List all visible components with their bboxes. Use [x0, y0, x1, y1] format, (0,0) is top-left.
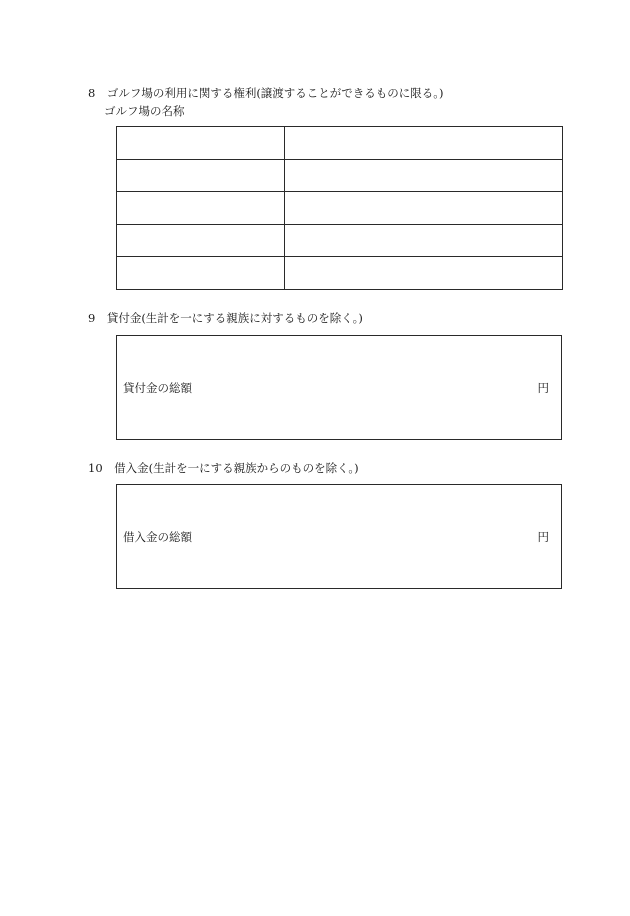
loans-receivable-total-label: 貸付金の総額 — [123, 381, 192, 395]
golf-value-cell[interactable] — [285, 127, 563, 160]
table-row — [117, 224, 563, 257]
table-row — [117, 257, 563, 290]
golf-course-name-label: ゴルフ場の名称 — [104, 104, 185, 118]
table-row — [117, 192, 563, 225]
golf-value-cell[interactable] — [285, 224, 563, 257]
section-9-heading: 9 貸付金(生計を一にする親族に対するものを除く。) — [88, 311, 363, 325]
table-row — [117, 159, 563, 192]
table-row — [117, 127, 563, 160]
golf-name-cell[interactable] — [117, 257, 285, 290]
golf-name-cell[interactable] — [117, 224, 285, 257]
section-8-heading: 8 ゴルフ場の利用に関する権利(譲渡することができるものに限る。) — [88, 86, 444, 100]
golf-name-cell[interactable] — [117, 127, 285, 160]
borrowings-total-label: 借入金の総額 — [123, 530, 192, 544]
yen-unit: 円 — [537, 381, 549, 395]
golf-value-cell[interactable] — [285, 159, 563, 192]
borrowings-box — [116, 484, 562, 589]
golf-name-cell[interactable] — [117, 192, 285, 225]
loans-receivable-box — [116, 335, 562, 440]
golf-value-cell[interactable] — [285, 257, 563, 290]
yen-unit: 円 — [537, 530, 549, 544]
golf-value-cell[interactable] — [285, 192, 563, 225]
golf-rights-table — [116, 126, 563, 290]
section-10-heading: 10 借入金(生計を一にする親族からのものを除く。) — [88, 461, 359, 475]
golf-name-cell[interactable] — [117, 159, 285, 192]
